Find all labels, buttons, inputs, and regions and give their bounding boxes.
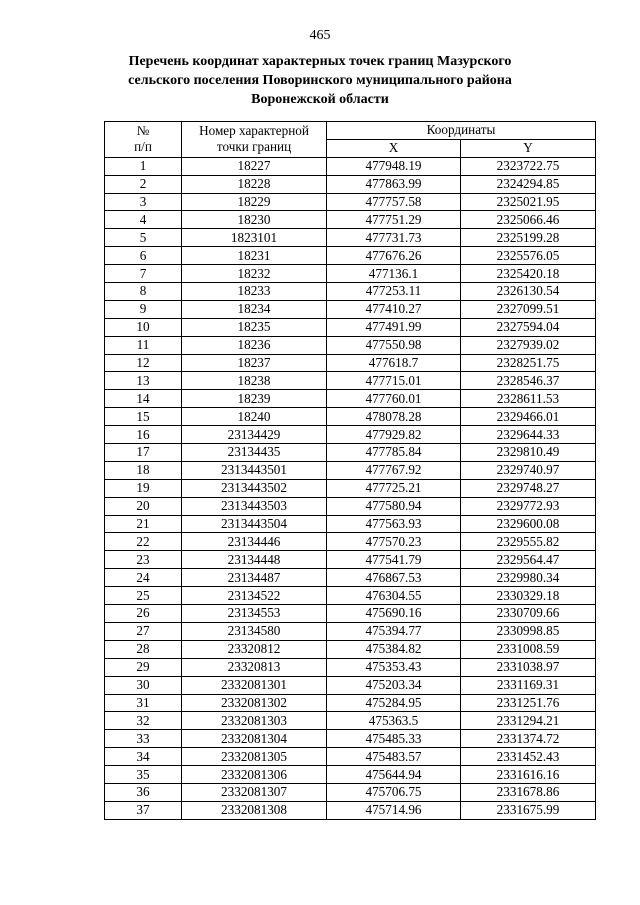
- cell-point-id: 23134580: [182, 622, 327, 640]
- cell-y: 2329644.33: [461, 426, 596, 444]
- table-row: [105, 336, 596, 354]
- cell-x: 477563.93: [327, 515, 461, 533]
- table-row: [105, 318, 596, 336]
- table-row: [105, 658, 596, 676]
- cell-x: 477541.79: [327, 551, 461, 569]
- cell-x: 475644.94: [327, 766, 461, 784]
- table-row: [105, 551, 596, 569]
- cell-number: 22: [105, 533, 182, 551]
- cell-y: 2327594.04: [461, 318, 596, 336]
- cell-y: 2329600.08: [461, 515, 596, 533]
- table-row: [105, 479, 596, 497]
- cell-number: 1: [105, 157, 182, 175]
- cell-y: 2325576.05: [461, 247, 596, 265]
- cell-x: 475284.95: [327, 694, 461, 712]
- cell-number: 5: [105, 229, 182, 247]
- cell-y: 2329772.93: [461, 497, 596, 515]
- cell-number: 26: [105, 605, 182, 623]
- cell-number: 29: [105, 658, 182, 676]
- cell-x: 477618.7: [327, 354, 461, 372]
- table-row: [105, 229, 596, 247]
- table-row: [105, 354, 596, 372]
- cell-x: 477676.26: [327, 247, 461, 265]
- cell-x: 477948.19: [327, 157, 461, 175]
- table-body: [105, 157, 596, 819]
- cell-x: 475363.5: [327, 712, 461, 730]
- cell-x: 477410.27: [327, 300, 461, 318]
- cell-point-id: 2332081302: [182, 694, 327, 712]
- cell-x: 475203.34: [327, 676, 461, 694]
- cell-x: 476867.53: [327, 569, 461, 587]
- cell-point-id: 18237: [182, 354, 327, 372]
- cell-number: 32: [105, 712, 182, 730]
- table-row: [105, 569, 596, 587]
- table-row: [105, 587, 596, 605]
- cell-x: 475394.77: [327, 622, 461, 640]
- cell-number: 7: [105, 265, 182, 283]
- table-row: [105, 622, 596, 640]
- cell-y: 2329748.27: [461, 479, 596, 497]
- cell-number: 37: [105, 801, 182, 819]
- cell-number: 24: [105, 569, 182, 587]
- title-line: сельского поселения Поворинского муниципального района: [128, 73, 512, 88]
- cell-point-id: 18229: [182, 193, 327, 211]
- cell-x: 475353.43: [327, 658, 461, 676]
- title-line: Воронежской области: [251, 92, 389, 107]
- cell-x: 477863.99: [327, 175, 461, 193]
- cell-y: 2328546.37: [461, 372, 596, 390]
- cell-point-id: 2313443501: [182, 461, 327, 479]
- cell-y: 2325420.18: [461, 265, 596, 283]
- cell-x: 477785.84: [327, 444, 461, 462]
- cell-point-id: 18230: [182, 211, 327, 229]
- cell-x: 475706.75: [327, 783, 461, 801]
- cell-number: 21: [105, 515, 182, 533]
- cell-y: 2329980.34: [461, 569, 596, 587]
- cell-point-id: 2313443503: [182, 497, 327, 515]
- table-row: [105, 390, 596, 408]
- table-row: [105, 444, 596, 462]
- cell-x: 477491.99: [327, 318, 461, 336]
- cell-number: 2: [105, 175, 182, 193]
- table-row: [105, 515, 596, 533]
- cell-point-id: 2332081307: [182, 783, 327, 801]
- cell-number: 14: [105, 390, 182, 408]
- cell-number: 4: [105, 211, 182, 229]
- cell-x: 475384.82: [327, 640, 461, 658]
- cell-x: 477757.58: [327, 193, 461, 211]
- cell-x: 477751.29: [327, 211, 461, 229]
- cell-y: 2329466.01: [461, 408, 596, 426]
- cell-point-id: 18236: [182, 336, 327, 354]
- cell-number: 20: [105, 497, 182, 515]
- cell-number: 3: [105, 193, 182, 211]
- cell-point-id: 2332081301: [182, 676, 327, 694]
- table-row: [105, 408, 596, 426]
- cell-x: 475485.33: [327, 730, 461, 748]
- cell-number: 11: [105, 336, 182, 354]
- cell-point-id: 18239: [182, 390, 327, 408]
- table-row: [105, 748, 596, 766]
- cell-point-id: 23134429: [182, 426, 327, 444]
- table-row: [105, 426, 596, 444]
- cell-number: 30: [105, 676, 182, 694]
- cell-x: 477715.01: [327, 372, 461, 390]
- title-line: Перечень координат характерных точек границ Мазурского: [128, 54, 512, 69]
- cell-x: 477136.1: [327, 265, 461, 283]
- document-title: [110, 52, 530, 109]
- cell-number: 27: [105, 622, 182, 640]
- cell-number: 19: [105, 479, 182, 497]
- table-row: [105, 193, 596, 211]
- table-row: [105, 372, 596, 390]
- table-row: [105, 461, 596, 479]
- cell-point-id: 18233: [182, 283, 327, 301]
- table-row: [105, 712, 596, 730]
- cell-y: 2329564.47: [461, 551, 596, 569]
- coordinates-table: [104, 121, 596, 820]
- cell-x: 475690.16: [327, 605, 461, 623]
- cell-number: 15: [105, 408, 182, 426]
- cell-point-id: 23320812: [182, 640, 327, 658]
- table-row: [105, 175, 596, 193]
- cell-point-id: 18228: [182, 175, 327, 193]
- table-row: [105, 801, 596, 819]
- header-coordinates: Координаты: [327, 122, 596, 140]
- cell-number: 10: [105, 318, 182, 336]
- cell-point-id: 2332081305: [182, 748, 327, 766]
- table-row: [105, 247, 596, 265]
- cell-x: 478078.28: [327, 408, 461, 426]
- cell-y: 2331374.72: [461, 730, 596, 748]
- cell-number: 17: [105, 444, 182, 462]
- cell-point-id: 2313443504: [182, 515, 327, 533]
- header-y: Y: [461, 139, 596, 157]
- cell-y: 2331452.43: [461, 748, 596, 766]
- header-point-id-line1: Номер характерной: [199, 123, 309, 139]
- cell-point-id: 23134448: [182, 551, 327, 569]
- cell-y: 2327939.02: [461, 336, 596, 354]
- cell-y: 2331038.97: [461, 658, 596, 676]
- cell-x: 477550.98: [327, 336, 461, 354]
- cell-y: 2330709.66: [461, 605, 596, 623]
- cell-number: 18: [105, 461, 182, 479]
- cell-x: 477253.11: [327, 283, 461, 301]
- cell-x: 477570.23: [327, 533, 461, 551]
- table-row: [105, 497, 596, 515]
- cell-x: 477731.73: [327, 229, 461, 247]
- cell-y: 2325066.46: [461, 211, 596, 229]
- page-number: 465: [309, 28, 331, 43]
- cell-number: 25: [105, 587, 182, 605]
- cell-y: 2331169.31: [461, 676, 596, 694]
- cell-point-id: 18232: [182, 265, 327, 283]
- table-row: [105, 157, 596, 175]
- cell-y: 2323722.75: [461, 157, 596, 175]
- table-row: [105, 730, 596, 748]
- cell-number: 12: [105, 354, 182, 372]
- cell-x: 475714.96: [327, 801, 461, 819]
- cell-point-id: 18234: [182, 300, 327, 318]
- cell-y: 2329810.49: [461, 444, 596, 462]
- cell-number: 28: [105, 640, 182, 658]
- table-row: [105, 300, 596, 318]
- header-point-id: [182, 122, 327, 158]
- cell-point-id: 2332081306: [182, 766, 327, 784]
- cell-point-id: 2332081308: [182, 801, 327, 819]
- cell-x: 476304.55: [327, 587, 461, 605]
- cell-point-id: 18240: [182, 408, 327, 426]
- header-x: X: [327, 139, 461, 157]
- table-row: [105, 640, 596, 658]
- cell-y: 2326130.54: [461, 283, 596, 301]
- cell-number: 23: [105, 551, 182, 569]
- table-row: [105, 694, 596, 712]
- cell-number: 34: [105, 748, 182, 766]
- cell-y: 2329555.82: [461, 533, 596, 551]
- table-row: [105, 783, 596, 801]
- cell-y: 2325199.28: [461, 229, 596, 247]
- cell-point-id: 23134446: [182, 533, 327, 551]
- cell-y: 2331675.99: [461, 801, 596, 819]
- cell-x: 477760.01: [327, 390, 461, 408]
- table-header: [105, 122, 596, 158]
- table-row: [105, 265, 596, 283]
- cell-point-id: 18231: [182, 247, 327, 265]
- cell-y: 2331678.86: [461, 783, 596, 801]
- cell-y: 2327099.51: [461, 300, 596, 318]
- cell-number: 13: [105, 372, 182, 390]
- cell-y: 2324294.85: [461, 175, 596, 193]
- table-row: [105, 211, 596, 229]
- cell-point-id: 18235: [182, 318, 327, 336]
- cell-y: 2328251.75: [461, 354, 596, 372]
- cell-y: 2331616.16: [461, 766, 596, 784]
- cell-y: 2330329.18: [461, 587, 596, 605]
- cell-y: 2330998.85: [461, 622, 596, 640]
- cell-x: 475483.57: [327, 748, 461, 766]
- cell-number: 36: [105, 783, 182, 801]
- cell-point-id: 23134553: [182, 605, 327, 623]
- cell-point-id: 2313443502: [182, 479, 327, 497]
- cell-point-id: 23134435: [182, 444, 327, 462]
- cell-x: 477929.82: [327, 426, 461, 444]
- cell-y: 2328611.53: [461, 390, 596, 408]
- cell-y: 2331294.21: [461, 712, 596, 730]
- table-row: [105, 605, 596, 623]
- cell-y: 2331251.76: [461, 694, 596, 712]
- cell-number: 8: [105, 283, 182, 301]
- cell-y: 2325021.95: [461, 193, 596, 211]
- cell-y: 2329740.97: [461, 461, 596, 479]
- header-number-line2: п/п: [134, 139, 152, 155]
- cell-point-id: 23134487: [182, 569, 327, 587]
- cell-point-id: 23134522: [182, 587, 327, 605]
- cell-x: 477725.21: [327, 479, 461, 497]
- cell-x: 477580.94: [327, 497, 461, 515]
- table-row: [105, 283, 596, 301]
- cell-number: 16: [105, 426, 182, 444]
- cell-point-id: 2332081304: [182, 730, 327, 748]
- cell-number: 33: [105, 730, 182, 748]
- header-point-id-line2: точки границ: [216, 139, 292, 155]
- cell-point-id: 2332081303: [182, 712, 327, 730]
- cell-point-id: 1823101: [182, 229, 327, 247]
- table-row: [105, 533, 596, 551]
- cell-number: 9: [105, 300, 182, 318]
- cell-number: 31: [105, 694, 182, 712]
- header-number-line1: №: [136, 123, 150, 139]
- cell-y: 2331008.59: [461, 640, 596, 658]
- header-number: [105, 122, 182, 158]
- cell-x: 477767.92: [327, 461, 461, 479]
- table-row: [105, 676, 596, 694]
- cell-number: 6: [105, 247, 182, 265]
- table-row: [105, 766, 596, 784]
- cell-number: 35: [105, 766, 182, 784]
- cell-point-id: 18238: [182, 372, 327, 390]
- cell-point-id: 23320813: [182, 658, 327, 676]
- cell-point-id: 18227: [182, 157, 327, 175]
